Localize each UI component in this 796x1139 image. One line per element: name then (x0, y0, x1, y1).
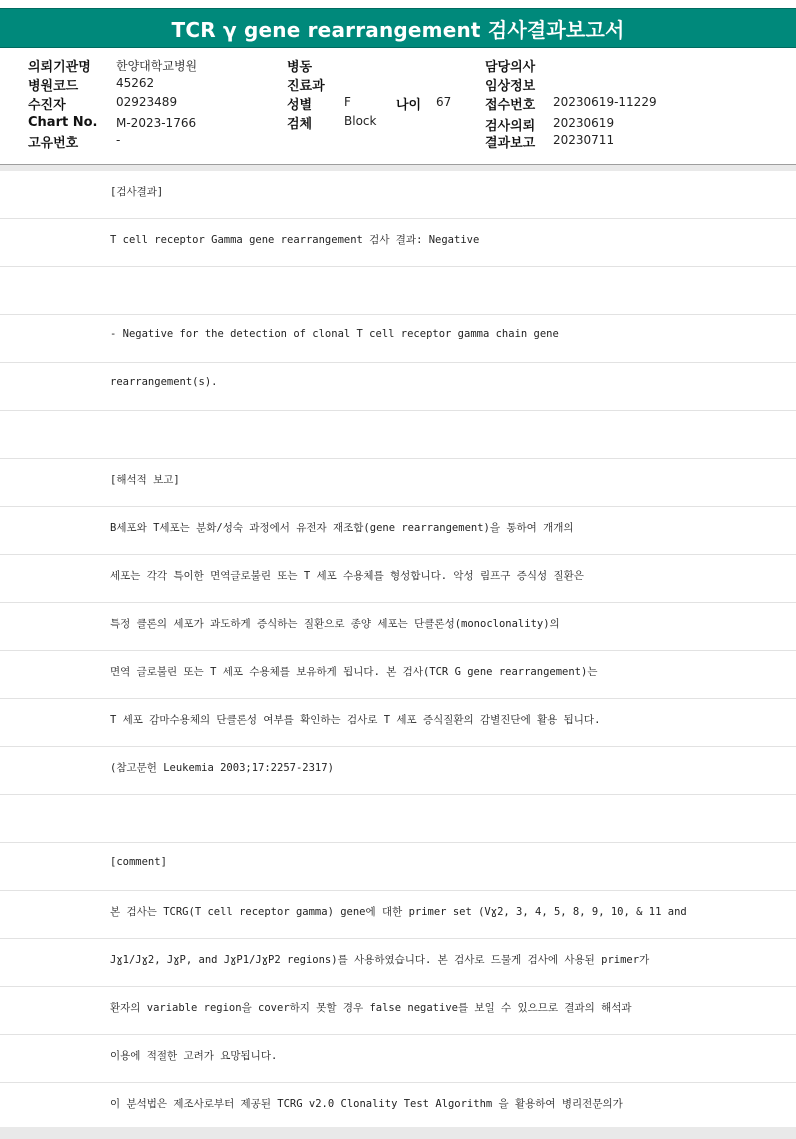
report-line-text: 세포는 각각 특이한 면역글로불린 또는 T 세포 수용체를 형성합니다. 악성 림프구 증식성 질환은 (110, 570, 584, 582)
chart-no-value: M-2023-1766 (116, 116, 197, 130)
report-line-text: 환자의 variable region을 cover하지 못할 경우 false negative를 보일 수 있으므로 결과의 해석과 (110, 1002, 632, 1014)
report-line-row (0, 411, 796, 459)
report-line-text: [해석적 보고] (110, 474, 180, 486)
report-line-text: 이용에 적절한 고려가 요망됩니다. (110, 1050, 278, 1062)
report-line-text: 본 검사는 TCRG(T cell receptor gamma) gene에 대한 primer set (Vɣ2, 3, 4, 5, 8, 9, 10, & 11 and (110, 906, 687, 918)
request-date-label: 검사의뢰 (485, 119, 536, 134)
patient-label: 수진자 (28, 98, 66, 113)
report-line-row (0, 1035, 796, 1083)
patient-info-panel (0, 48, 796, 165)
report-date-value: 20230711 (553, 133, 615, 147)
report-line-text: - Negative for the detection of clonal T cell receptor gamma chain gene (110, 328, 559, 340)
hospital-code-label: 병원코드 (28, 79, 79, 94)
bottom-band (0, 1127, 796, 1139)
receipt-no-value: 20230619-11229 (553, 95, 657, 109)
report-line-row (0, 315, 796, 363)
report-line-row (0, 939, 796, 987)
receipt-no-label: 접수번호 (485, 98, 536, 113)
report-line-row (0, 1083, 796, 1131)
report-line-text: [검사결과] (110, 186, 164, 198)
institution-value: 한양대학교병원 (116, 59, 198, 73)
report-line-row (0, 171, 796, 219)
chart-no-label: Chart No. (28, 115, 98, 130)
report-line-row (0, 363, 796, 411)
clinical-info-label: 임상정보 (485, 79, 536, 94)
report-line-row (0, 267, 796, 315)
report-line-row (0, 747, 796, 795)
report-line-text: [comment] (110, 856, 167, 868)
hospital-code-value: 45262 (116, 76, 155, 90)
specimen-value: Block (344, 114, 377, 128)
institution-label: 의뢰기관명 (28, 60, 91, 75)
request-date-value: 20230619 (553, 116, 615, 130)
ward-label: 병동 (287, 60, 313, 75)
report-line-row (0, 891, 796, 939)
report-line-text: (참고문헌 Leukemia 2003;17:2257-2317) (110, 762, 334, 774)
specimen-label: 검체 (287, 117, 313, 132)
sex-value: F (344, 95, 351, 109)
age-label: 나이 (396, 98, 422, 113)
report-line-text: T 세포 감마수용체의 단클론성 여부를 확인하는 검사로 T 세포 증식질환의 감별진단에 활용 됩니다. (110, 714, 601, 726)
report-line-row (0, 459, 796, 507)
unique-no-label: 고유번호 (28, 136, 79, 151)
report-line-row (0, 699, 796, 747)
age-value: 67 (436, 95, 452, 109)
report-line-text: rearrangement(s). (110, 376, 218, 388)
report-line-row (0, 555, 796, 603)
report-line-row (0, 843, 796, 891)
report-line-row (0, 219, 796, 267)
department-label: 진료과 (287, 79, 325, 94)
title-bar (0, 8, 796, 48)
report-line-text: 이 분석법은 제조사로부터 제공된 TCRG v2.0 Clonality Test Algorithm 을 활용하여 병리전문의가 (110, 1098, 623, 1110)
report-line-row (0, 987, 796, 1035)
report-line-text: B세포와 T세포는 분화/성숙 과정에서 유전자 재조합(gene rearrangement)을 통하여 개개의 (110, 522, 574, 534)
patient-value: 02923489 (116, 95, 178, 109)
report-line-text: 면역 글로불린 또는 T 세포 수용체를 보유하게 됩니다. 본 검사(TCR G gene rearrangement)는 (110, 666, 598, 678)
report-body (0, 171, 796, 1131)
report-line-text: T cell receptor Gamma gene rearrangement 검사 결과: Negative (110, 234, 480, 246)
report-line-row (0, 651, 796, 699)
sex-label: 성별 (287, 98, 313, 113)
report-line-row (0, 795, 796, 843)
report-line-text: Jɣ1/Jɣ2, JɣP, and JɣP1/JɣP2 regions)를 사용하였습니다. 본 검사로 드물게 검사에 사용된 primer가 (110, 954, 650, 966)
report-date-label: 결과보고 (485, 136, 536, 151)
doctor-label: 담당의사 (485, 60, 536, 75)
report-title: TCR γ gene rearrangement 검사결과보고서 (171, 17, 625, 42)
report-line-text: 특정 클론의 세포가 과도하게 증식하는 질환으로 종양 세포는 단클론성(monoclonality)의 (110, 618, 560, 630)
report-line-row (0, 603, 796, 651)
unique-no-value: - (116, 133, 121, 147)
report-line-row (0, 507, 796, 555)
